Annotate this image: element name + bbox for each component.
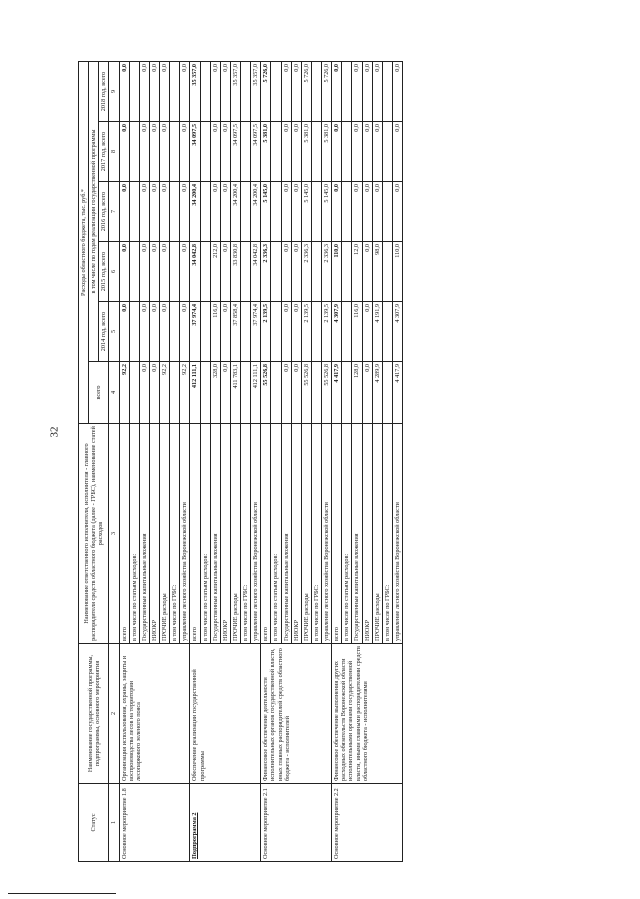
cell-total: 4 289,9 xyxy=(372,362,382,424)
cell-year-value: 2 139,5 xyxy=(322,302,332,362)
column-number: 9 xyxy=(109,61,119,121)
row-expense-label: Государственные капитальные вложения xyxy=(210,424,220,644)
cell-year-value: 0,0 xyxy=(149,242,159,302)
row-program-name: Организация использования, охраны, защиты и воспроизводства лесов на территории лесопаркового зеленого пояса xyxy=(119,644,190,784)
column-number: 5 xyxy=(109,302,119,362)
cell-year-value: 0,0 xyxy=(119,122,129,182)
cell-year-value: 35 357,0 xyxy=(190,61,200,121)
cell-year-value xyxy=(200,242,210,302)
cell-year-value: 98,0 xyxy=(372,242,382,302)
cell-year-value: 0,0 xyxy=(210,182,220,242)
row-program-name: Финансовое обеспечение деятельности исполнительных органов государственной власти, иных главных распорядителей средств областного бюджета - исполнителей xyxy=(261,644,332,784)
cell-year-value xyxy=(382,122,392,182)
rotated-table-wrapper xyxy=(78,62,608,862)
cell-year-value xyxy=(200,61,210,121)
cell-year-value: 0,0 xyxy=(180,302,190,362)
cell-year-value: 12,0 xyxy=(352,242,362,302)
row-expense-label: управление лесного хозяйства Воронежской области xyxy=(322,424,332,644)
cell-year-value xyxy=(342,61,352,121)
cell-total: 328,0 xyxy=(210,362,220,424)
budget-table xyxy=(78,61,403,862)
cell-total: 0,0 xyxy=(362,362,372,424)
cell-year-value xyxy=(271,122,281,182)
row-expense-label: в том числе по ГРБС: xyxy=(170,424,180,644)
cell-year-value: 2 336,3 xyxy=(301,242,311,302)
row-expense-label: в том числе по ГРБС: xyxy=(311,424,321,644)
cell-year-value: 0,0 xyxy=(119,182,129,242)
column-number: 7 xyxy=(109,182,119,242)
cell-total: 412 111,1 xyxy=(190,362,200,424)
cell-year-value: 5 381,0 xyxy=(301,122,311,182)
header-executor: Наименование ответственного исполнителя, исполнителя - главного распорядителя средств областного бюджета (далее - ГРБС), наименование статей расходов xyxy=(79,424,109,644)
cell-year-value: 5 726,0 xyxy=(261,61,271,121)
row-expense-label: в том числе по статьям расходов: xyxy=(271,424,281,644)
row-expense-label: НИОКР xyxy=(149,424,159,644)
row-program-name: Финансовое обеспечение выполнения других расходных обязательств Воронежской области исполнительными органами государственной власти, иными главными распорядителями средств областного бюджета - исполнителями xyxy=(332,644,403,784)
cell-year-value: 0,0 xyxy=(281,182,291,242)
cell-year-value: 5 726,0 xyxy=(301,61,311,121)
cell-year-value: 0,0 xyxy=(372,122,382,182)
row-expense-label: всего xyxy=(332,424,342,644)
column-number: 1 xyxy=(109,784,119,862)
cell-year-value: 0,0 xyxy=(352,182,362,242)
cell-year-value: 34 097,5 xyxy=(251,122,261,182)
cell-total: 55 526,8 xyxy=(261,362,271,424)
cell-year-value: 0,0 xyxy=(160,182,170,242)
column-number: 3 xyxy=(109,424,119,644)
cell-year-value: 0,0 xyxy=(139,242,149,302)
cell-year-value: 0,0 xyxy=(291,182,301,242)
cell-year-value: 0,0 xyxy=(291,302,301,362)
row-expense-label: в том числе по статьям расходов: xyxy=(342,424,352,644)
header-year: 2018 год, всего xyxy=(99,61,109,121)
cell-year-value: 0,0 xyxy=(392,122,402,182)
table-row xyxy=(332,61,342,861)
cell-year-value xyxy=(311,242,321,302)
cell-year-value: 34 097,5 xyxy=(230,122,240,182)
cell-year-value: 0,0 xyxy=(149,122,159,182)
cell-year-value xyxy=(342,182,352,242)
cell-year-value xyxy=(129,122,139,182)
cell-year-value: 0,0 xyxy=(139,61,149,121)
cell-year-value: 0,0 xyxy=(220,61,230,121)
cell-total: 92,2 xyxy=(160,362,170,424)
cell-year-value: 0,0 xyxy=(281,61,291,121)
cell-year-value xyxy=(311,61,321,121)
cell-total: 55 526,8 xyxy=(301,362,311,424)
table-body xyxy=(119,61,403,861)
cell-total: 0,0 xyxy=(281,362,291,424)
header-year: 2015 год, всего xyxy=(99,242,109,302)
cell-year-value xyxy=(271,61,281,121)
cell-year-value: 2 336,3 xyxy=(261,242,271,302)
cell-year-value: 0,0 xyxy=(139,182,149,242)
cell-year-value: 34 200,4 xyxy=(230,182,240,242)
cell-year-value: 0,0 xyxy=(332,61,342,121)
cell-year-value: 2 139,5 xyxy=(261,302,271,362)
row-expense-label: ПРОЧИЕ расходы xyxy=(160,424,170,644)
cell-year-value: 5 381,0 xyxy=(261,122,271,182)
cell-year-value: 5 145,0 xyxy=(301,182,311,242)
cell-year-value: 0,0 xyxy=(160,242,170,302)
cell-year-value xyxy=(170,302,180,362)
cell-year-value: 0,0 xyxy=(210,61,220,121)
row-status: Основное мероприятие 2.2 xyxy=(332,784,403,862)
cell-year-value xyxy=(311,302,321,362)
cell-year-value: 33 830,8 xyxy=(230,242,240,302)
cell-year-value: 0,0 xyxy=(180,242,190,302)
row-expense-label: в том числе по статьям расходов: xyxy=(129,424,139,644)
cell-year-value xyxy=(241,61,251,121)
cell-year-value: 0,0 xyxy=(119,302,129,362)
cell-year-value: 0,0 xyxy=(160,302,170,362)
cell-total: 55 526,8 xyxy=(322,362,332,424)
cell-year-value: 0,0 xyxy=(180,182,190,242)
cell-year-value: 0,0 xyxy=(119,242,129,302)
header-year: 2017 год, всего xyxy=(99,122,109,182)
cell-total: 411 783,1 xyxy=(230,362,240,424)
row-expense-label: управление лесного хозяйства Воронежской области xyxy=(251,424,261,644)
column-number: 6 xyxy=(109,242,119,302)
column-number: 4 xyxy=(109,362,119,424)
cell-year-value: 35 357,0 xyxy=(230,61,240,121)
cell-year-value xyxy=(129,242,139,302)
cell-year-value: 5 726,0 xyxy=(322,61,332,121)
cell-year-value: 34 042,8 xyxy=(251,242,261,302)
cell-year-value: 5 145,0 xyxy=(322,182,332,242)
cell-year-value: 0,0 xyxy=(362,182,372,242)
cell-year-value: 116,0 xyxy=(210,302,220,362)
cell-total: 128,0 xyxy=(352,362,362,424)
cell-year-value: 0,0 xyxy=(291,242,301,302)
cell-year-value: 0,0 xyxy=(332,182,342,242)
cell-year-value: 0,0 xyxy=(119,61,129,121)
row-status: Основное мероприятие 2.1 xyxy=(261,784,332,862)
cell-year-value xyxy=(342,242,352,302)
cell-year-value: 110,0 xyxy=(332,242,342,302)
cell-total xyxy=(311,362,321,424)
cell-year-value xyxy=(241,122,251,182)
cell-total: 0,0 xyxy=(149,362,159,424)
cell-total: 0,0 xyxy=(220,362,230,424)
cell-year-value: 0,0 xyxy=(180,122,190,182)
cell-year-value: 0,0 xyxy=(220,242,230,302)
cell-year-value: 35 357,0 xyxy=(251,61,261,121)
cell-total: 92,2 xyxy=(119,362,129,424)
cell-year-value xyxy=(271,302,281,362)
header-status: Статус xyxy=(79,784,109,862)
cell-year-value: 4 307,9 xyxy=(332,302,342,362)
cell-year-value: 34 042,8 xyxy=(190,242,200,302)
cell-year-value: 0,0 xyxy=(160,61,170,121)
cell-year-value: 37 974,4 xyxy=(190,302,200,362)
cell-year-value xyxy=(382,302,392,362)
cell-year-value: 212,0 xyxy=(210,242,220,302)
cell-year-value: 0,0 xyxy=(291,61,301,121)
header-row-1 xyxy=(79,61,89,861)
cell-total: 0,0 xyxy=(291,362,301,424)
cell-year-value: 0,0 xyxy=(332,122,342,182)
row-expense-label: НИОКР xyxy=(220,424,230,644)
row-expense-label: НИОКР xyxy=(291,424,301,644)
cell-year-value: 0,0 xyxy=(149,61,159,121)
cell-year-value xyxy=(271,242,281,302)
row-status: Подпрограмма 2 xyxy=(190,784,261,862)
cell-total: 92,2 xyxy=(180,362,190,424)
cell-year-value xyxy=(382,242,392,302)
cell-year-value xyxy=(200,182,210,242)
row-expense-label: ПРОЧИЕ расходы xyxy=(230,424,240,644)
cell-year-value: 2 336,3 xyxy=(322,242,332,302)
cell-year-value xyxy=(342,122,352,182)
cell-year-value: 0,0 xyxy=(210,122,220,182)
cell-year-value: 0,0 xyxy=(281,242,291,302)
cell-year-value: 0,0 xyxy=(362,122,372,182)
row-expense-label: Государственные капитальные вложения xyxy=(139,424,149,644)
cell-total: 4 417,9 xyxy=(392,362,402,424)
cell-year-value: 4 307,9 xyxy=(392,302,402,362)
header-program-name: Наименование государственной программы, подпрограммы, основного мероприятия xyxy=(79,644,109,784)
cell-year-value xyxy=(170,182,180,242)
cell-year-value: 4 191,9 xyxy=(372,302,382,362)
cell-year-value: 0,0 xyxy=(139,122,149,182)
cell-year-value xyxy=(342,302,352,362)
cell-total xyxy=(129,362,139,424)
cell-year-value: 0,0 xyxy=(352,122,362,182)
cell-year-value xyxy=(241,182,251,242)
row-expense-label: всего xyxy=(119,424,129,644)
row-expense-label: Государственные капитальные вложения xyxy=(352,424,362,644)
cell-year-value: 0,0 xyxy=(139,302,149,362)
column-number: 8 xyxy=(109,122,119,182)
cell-year-value: 0,0 xyxy=(291,122,301,182)
cell-year-value xyxy=(200,122,210,182)
cell-year-value xyxy=(129,61,139,121)
cell-year-value: 0,0 xyxy=(372,61,382,121)
cell-year-value xyxy=(241,302,251,362)
cell-year-value: 5 381,0 xyxy=(322,122,332,182)
column-number-row xyxy=(109,61,119,861)
cell-year-value: 0,0 xyxy=(220,182,230,242)
page-number: 32 xyxy=(48,426,61,438)
header-by-years: в том числе по годам реализации государственной программы xyxy=(89,61,99,361)
header-expenses: Расходы областного бюджета, тыс. руб.* xyxy=(79,61,89,423)
row-expense-label: ПРОЧИЕ расходы xyxy=(301,424,311,644)
table-row xyxy=(190,61,200,861)
cell-year-value: 0,0 xyxy=(352,61,362,121)
header-year: 2014 год, всего xyxy=(99,302,109,362)
cell-year-value: 0,0 xyxy=(220,122,230,182)
cell-year-value: 0,0 xyxy=(149,302,159,362)
cell-total xyxy=(342,362,352,424)
table-row xyxy=(261,61,271,861)
cell-total xyxy=(241,362,251,424)
row-expense-label: в том числе по статьям расходов: xyxy=(200,424,210,644)
cell-year-value: 34 097,5 xyxy=(190,122,200,182)
cell-year-value: 0,0 xyxy=(149,182,159,242)
cell-year-value: 5 145,0 xyxy=(261,182,271,242)
cell-year-value xyxy=(200,302,210,362)
cell-year-value: 2 139,5 xyxy=(301,302,311,362)
cell-year-value xyxy=(170,61,180,121)
cell-year-value: 34 200,4 xyxy=(190,182,200,242)
bottom-rule xyxy=(8,893,116,894)
cell-total xyxy=(200,362,210,424)
cell-year-value xyxy=(271,182,281,242)
cell-year-value xyxy=(241,242,251,302)
cell-year-value: 0,0 xyxy=(372,182,382,242)
cell-year-value: 0,0 xyxy=(160,122,170,182)
cell-year-value xyxy=(170,242,180,302)
row-expense-label: управление лесного хозяйства Воронежской области xyxy=(180,424,190,644)
row-expense-label: Государственные капитальные вложения xyxy=(281,424,291,644)
row-status: Основное мероприятие 1.8 xyxy=(119,784,190,862)
cell-total xyxy=(271,362,281,424)
cell-year-value: 0,0 xyxy=(392,61,402,121)
cell-total xyxy=(382,362,392,424)
cell-total: 4 417,9 xyxy=(332,362,342,424)
cell-year-value: 116,0 xyxy=(352,302,362,362)
cell-year-value: 0,0 xyxy=(362,242,372,302)
cell-year-value: 0,0 xyxy=(281,302,291,362)
cell-year-value: 0,0 xyxy=(281,122,291,182)
cell-year-value: 34 200,4 xyxy=(251,182,261,242)
cell-year-value: 37 974,4 xyxy=(251,302,261,362)
cell-total: 412 111,1 xyxy=(251,362,261,424)
cell-year-value xyxy=(311,122,321,182)
cell-year-value xyxy=(170,122,180,182)
cell-year-value: 0,0 xyxy=(220,302,230,362)
table-row xyxy=(119,61,129,861)
cell-year-value xyxy=(129,302,139,362)
cell-total xyxy=(170,362,180,424)
cell-year-value xyxy=(382,182,392,242)
cell-year-value xyxy=(129,182,139,242)
row-expense-label: управление лесного хозяйства Воронежской области xyxy=(392,424,402,644)
cell-year-value: 37 858,4 xyxy=(230,302,240,362)
row-expense-label: ПРОЧИЕ расходы xyxy=(372,424,382,644)
row-program-name: Обеспечение реализации государственной программы xyxy=(190,644,261,784)
header-year: 2016 год, всего xyxy=(99,182,109,242)
cell-year-value: 0,0 xyxy=(362,61,372,121)
cell-year-value: 0,0 xyxy=(392,182,402,242)
row-expense-label: в том числе по ГРБС: xyxy=(241,424,251,644)
cell-year-value: 0,0 xyxy=(180,61,190,121)
cell-year-value xyxy=(382,61,392,121)
row-expense-label: НИОКР xyxy=(362,424,372,644)
cell-total: 0,0 xyxy=(139,362,149,424)
row-expense-label: всего xyxy=(261,424,271,644)
row-expense-label: в том числе по ГРБС: xyxy=(382,424,392,644)
cell-year-value xyxy=(311,182,321,242)
cell-year-value: 0,0 xyxy=(362,302,372,362)
row-expense-label: всего xyxy=(190,424,200,644)
column-number: 2 xyxy=(109,644,119,784)
header-total: всего xyxy=(89,362,109,424)
cell-year-value: 110,0 xyxy=(392,242,402,302)
